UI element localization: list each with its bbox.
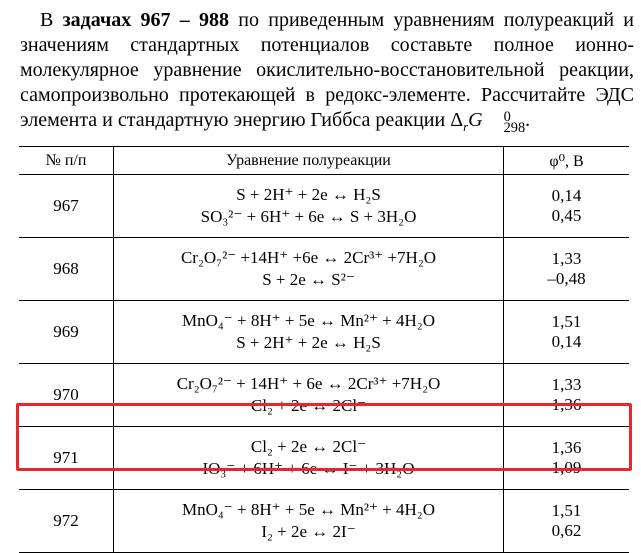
header-equation: Уравнение полуреакции — [114, 147, 504, 175]
task-number: 972 — [19, 490, 114, 553]
header-potential: φ⁰, В — [504, 147, 630, 175]
half-reaction-2: I₂ + 2e ↔ 2I⁻ — [261, 522, 356, 541]
standard-potentials — [504, 301, 630, 364]
half-reaction-equations — [114, 427, 504, 490]
task-intro-paragraph: В задачах 967 – 988 по приведенным уравнениям полуреакций и значениям стандартных потенциалов составьте полное ионно-молекулярное уравнение окислительно-восстановительной реакции, самопроизвольно протекающей в редокс-элементе. Рассчитайте ЭДС элемента и стандартную энергию Гиббса реакции $\Delta_rG$ 0 298 . — [20, 9, 635, 137]
standard-potentials — [504, 238, 630, 301]
half-reaction-2: S + 2e ↔ S²⁻ — [262, 270, 355, 289]
potential-2: 1,09 — [551, 458, 582, 477]
potential-1: 1,33 — [551, 249, 582, 268]
task-intro — [20, 8, 634, 135]
potential-2: 0,62 — [551, 521, 582, 540]
half-reaction-equations — [114, 238, 504, 301]
task-number: 969 — [19, 301, 114, 364]
potential-1: 1,36 — [551, 438, 582, 457]
gibbs-energy-symbol: $\Delta_rG$ 0 298 — [450, 108, 526, 137]
table-row — [19, 238, 629, 301]
standard-potentials — [504, 175, 630, 238]
standard-potentials — [504, 427, 630, 490]
table-row — [19, 301, 629, 364]
potential-2: 0,45 — [551, 206, 582, 225]
potential-1: 0,14 — [551, 186, 582, 205]
table-row — [19, 490, 629, 553]
half-reaction-2: Cl₂ + 2e ↔ 2Cl⁻ — [250, 396, 367, 415]
half-reaction-equations — [114, 490, 504, 553]
potential-1: 1,51 — [551, 312, 582, 331]
table-row — [19, 364, 629, 427]
intro-lead: В — [40, 9, 54, 31]
standard-potentials — [504, 490, 630, 553]
potential-2: 1,36 — [551, 395, 582, 414]
half-reaction-equations — [114, 175, 504, 238]
intro-task-range: задачах 967 – 988 — [62, 9, 230, 31]
half-reaction-2: SO₃²⁻ + 6H⁺ + 6e ↔ S + 3H₂O — [200, 207, 417, 226]
half-reaction-1: S + 2H⁺ + 2e ↔ H₂S — [236, 185, 381, 204]
potential-1: 1,51 — [551, 501, 582, 520]
half-reaction-1: Cr₂O₇²⁻ +14H⁺ +6e ↔ 2Cr³⁺ +7H₂O — [180, 248, 437, 267]
half-reaction-1: Cl₂ + 2e ↔ 2Cl⁻ — [250, 437, 367, 456]
table-header-row — [19, 147, 629, 175]
task-number: 967 — [19, 175, 114, 238]
half-reaction-1: MnO₄⁻ + 8H⁺ + 5e ↔ Mn²⁺ + 4H₂O — [181, 311, 436, 330]
half-reaction-2: IO₃⁻ + 6H⁺ + 6e ↔ I⁻ + 3H₂O — [202, 459, 415, 478]
table-row-highlighted — [19, 427, 629, 490]
task-number: 968 — [19, 238, 114, 301]
potential-2: –0,48 — [547, 269, 586, 288]
half-reaction-equations — [114, 301, 504, 364]
half-reaction-1: MnO₄⁻ + 8H⁺ + 5e ↔ Mn²⁺ + 4H₂O — [181, 500, 436, 519]
potential-1: 1,33 — [551, 375, 582, 394]
intro-text: по приведенным уравнениям полуреакций и значениям стандартных потенциалов составьте полное ионно-молекулярное уравнение окислительно-восстановительной реакции, самопроизвольно протекающей в редокс-элементе. Рассчитайте ЭДС элемента и стандартную энергию Гиббса реакции — [20, 9, 635, 131]
task-number: 970 — [19, 364, 114, 427]
half-reaction-1: Cr₂O₇²⁻ + 14H⁺ + 6e ↔ 2Cr³⁺ +7H₂O — [176, 374, 441, 393]
half-reaction-2: S + 2H⁺ + 2e ↔ H₂S — [236, 333, 381, 352]
standard-potentials — [504, 364, 630, 427]
potential-2: 0,14 — [551, 332, 582, 351]
table-row — [19, 175, 629, 238]
header-number: № п/п — [19, 147, 114, 175]
half-reactions-table — [19, 146, 629, 553]
half-reaction-equations — [114, 364, 504, 427]
task-number: 971 — [19, 427, 114, 490]
